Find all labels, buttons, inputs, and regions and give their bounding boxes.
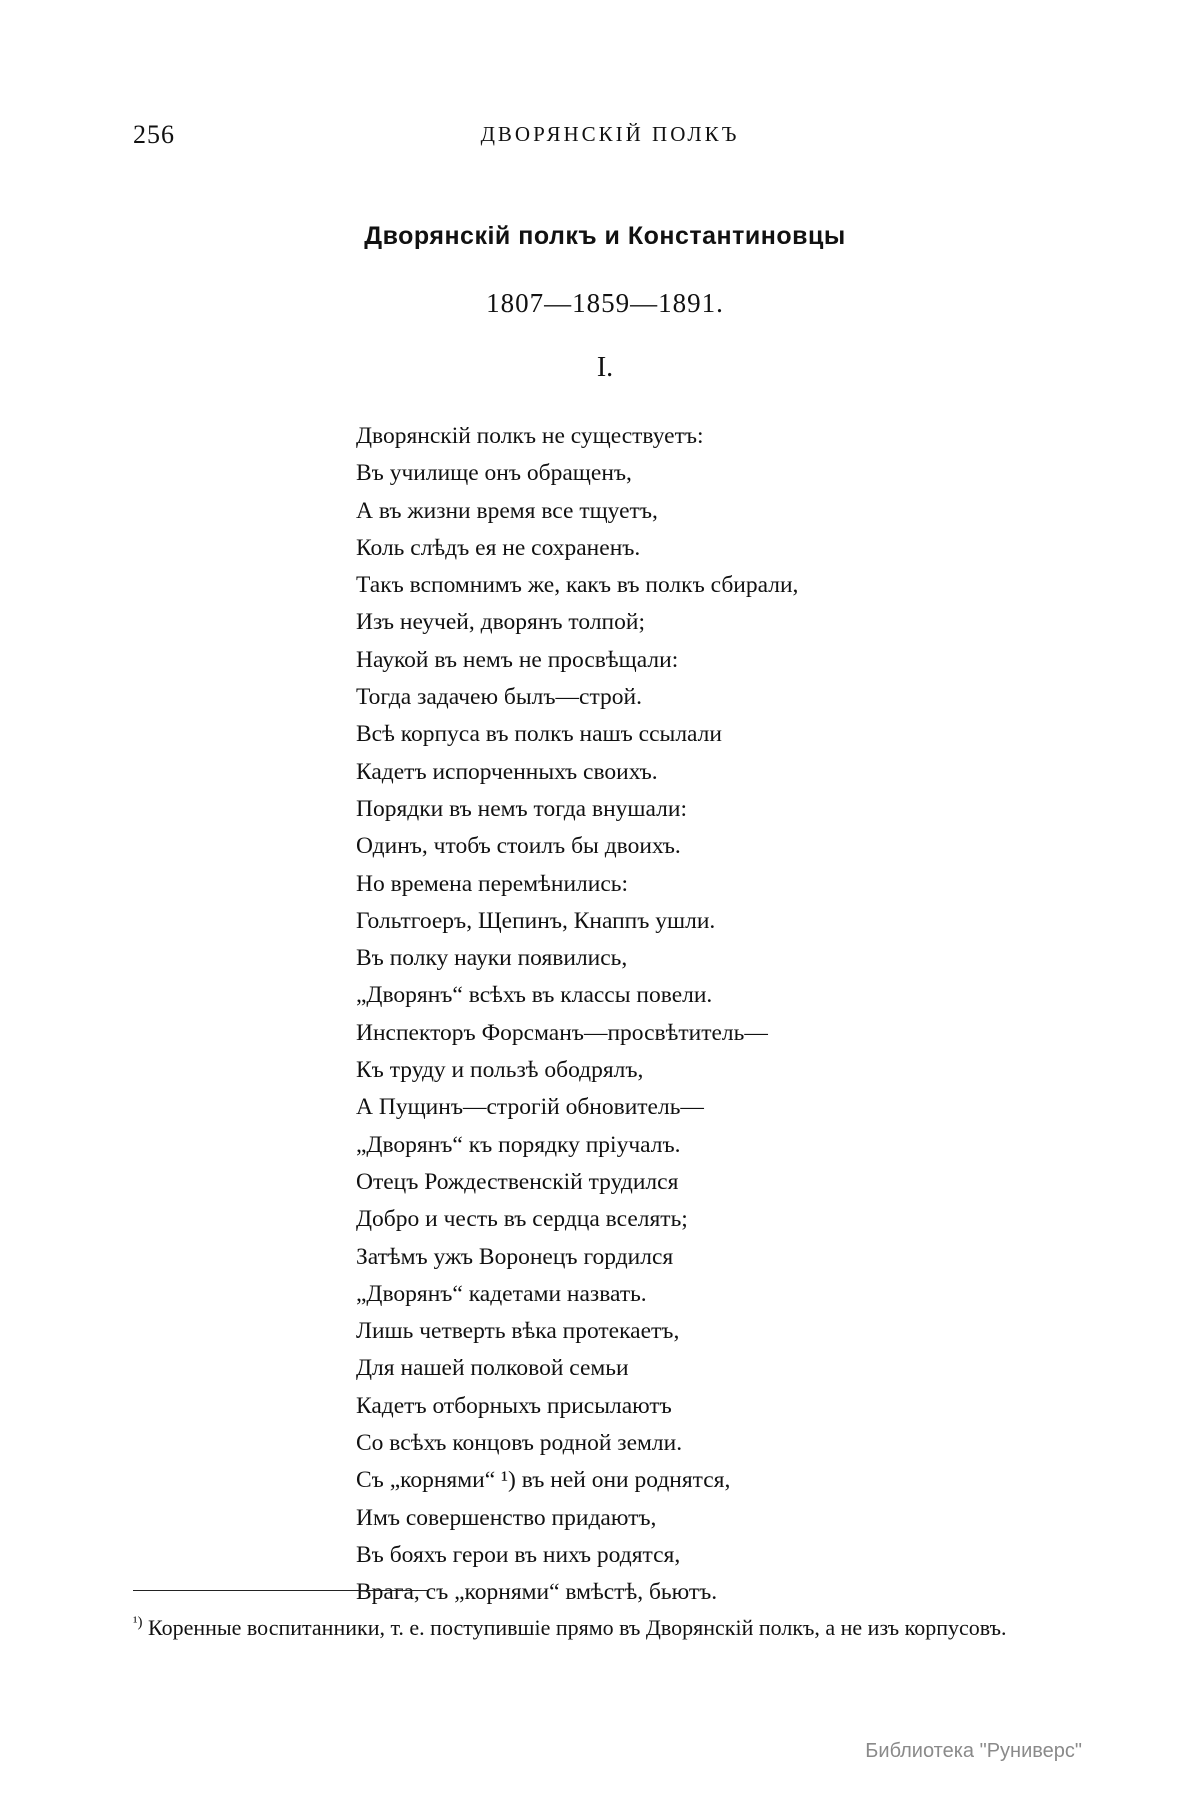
poem-line: Добро и честь въ сердца вселять; — [356, 1206, 688, 1233]
poem-line: Кадетъ отборныхъ присылаютъ — [356, 1392, 672, 1419]
chapter-title: Дворянскій полкъ и Константиновцы — [364, 222, 846, 250]
poem-line: „Дворянъ“ кадетами назвать. — [356, 1280, 647, 1307]
chapter-dates: 1807—1859—1891. — [486, 288, 724, 318]
section-number: I. — [596, 352, 614, 383]
poem-line: Въ полку науки появились, — [356, 945, 628, 972]
poem-line: Инспекторъ Форсманъ—просвѣтитель— — [356, 1019, 768, 1046]
poem-line: Лишь четверть вѣка протекаетъ, — [356, 1318, 680, 1345]
poem-line: А Пущинъ—строгій обновитель— — [356, 1094, 704, 1121]
poem-line: Дворянскій полкъ не существуетъ: — [356, 423, 704, 449]
poem-line: Къ труду и пользѣ ободрялъ, — [356, 1057, 644, 1084]
poem-line: Въ бояхъ герои въ нихъ родятся, — [356, 1541, 681, 1568]
library-watermark: Библиотека "Руниверс" — [865, 1740, 1082, 1762]
poem-line: Тогда задачею былъ—строй. — [356, 684, 642, 711]
poem-line: Коль слѣдъ ея не сохраненъ. — [356, 534, 641, 561]
poem-line: Наукой въ немъ не просвѣщали: — [356, 646, 679, 673]
poem-line: Имъ совершенство придаютъ, — [356, 1504, 657, 1531]
poem-line: Изъ неучей, дворянъ толпой; — [356, 609, 645, 636]
poem-line: „Дворянъ“ къ порядку пріучалъ. — [356, 1131, 681, 1158]
poem-line: Врага, съ „корнями“ вмѣстѣ, бьютъ. — [356, 1579, 718, 1606]
footnote-text: Коренные воспитанники, т. е. поступившіе прямо въ Дворянскій полкъ, а не изъ корпусовъ. — [142, 1615, 1007, 1640]
poem-line: Для нашей полковой семьи — [356, 1355, 629, 1382]
poem-line: Порядки въ немъ тогда внушали: — [356, 795, 687, 822]
poem-line: Кадетъ испорченныхъ своихъ. — [356, 758, 658, 785]
page-number: 256 — [133, 120, 175, 149]
poem-line: Съ „корнями“ ¹) въ ней они роднятся, — [356, 1467, 731, 1494]
poem-line: Со всѣхъ концовъ родной земли. — [356, 1430, 683, 1457]
poem-line: Одинъ, чтобъ стоилъ бы двоихъ. — [356, 833, 681, 860]
poem-line: „Дворянъ“ всѣхъ въ классы повели. — [356, 982, 713, 1009]
poem-line: Въ училище онъ обращенъ, — [356, 460, 632, 487]
poem-line: Всѣ корпуса въ полкъ нашъ ссылали — [356, 721, 722, 748]
footnote-divider — [133, 1590, 429, 1591]
poem-line: Такъ вспомнимъ же, какъ въ полкъ сбирали, — [356, 572, 799, 599]
running-head: ДВОРЯНСКІЙ ПОЛКЪ — [480, 122, 740, 146]
poem-line: Но времена перемѣнились: — [356, 870, 629, 897]
footnote-marker: ¹) — [133, 1614, 143, 1631]
footnote — [133, 1612, 1073, 1644]
poem-line: Затѣмъ ужъ Воронецъ гордился — [356, 1243, 674, 1270]
poem — [356, 418, 798, 1612]
poem-line: Гольтгоеръ, Щепинъ, Кнаппъ ушли. — [356, 907, 716, 934]
poem-line: А въ жизни время все тщуетъ, — [356, 497, 658, 524]
poem-line: Отецъ Рождественскій трудился — [356, 1168, 679, 1195]
